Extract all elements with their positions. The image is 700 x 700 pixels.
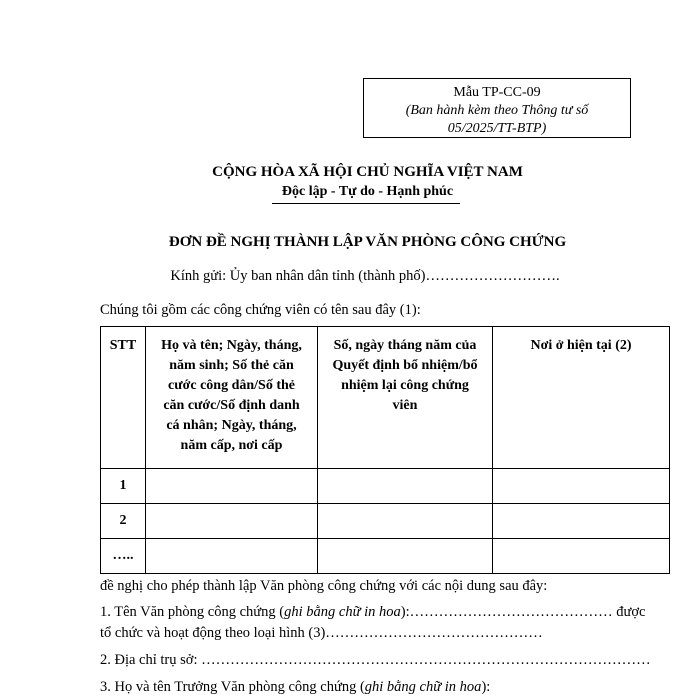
appointment-decision-cell[interactable] bbox=[318, 469, 493, 504]
nation-heading: CỘNG HÒA XÃ HỘI CHỦ NGHĨA VIỆT NAM bbox=[212, 164, 523, 180]
table-row bbox=[101, 539, 670, 574]
item-2-office-address: 2. Địa chỉ trụ sở: ………………………………………………………………………………… bbox=[100, 652, 651, 668]
form-issued-note-line1: (Ban hành kèm theo Thông tư số bbox=[405, 103, 589, 118]
column-header-personal-info: Họ và tên; Ngày, tháng, năm sinh; Số thẻ căn cước công dân/Số thẻ căn cước/Số định danh cá nhân; Ngày, tháng, năm cấp, nơi cấp bbox=[146, 327, 318, 469]
personal-info-cell[interactable] bbox=[146, 539, 318, 574]
row-stt: ….. bbox=[101, 539, 146, 574]
item-3-head-name: 3. Họ và tên Trưởng Văn phòng công chứng (ghi bằng chữ in hoa): bbox=[100, 679, 491, 695]
form-code-box bbox=[363, 78, 631, 138]
form-issued-note-line2: 05/2025/TT-BTP) bbox=[447, 121, 547, 136]
table-header-row bbox=[101, 327, 670, 469]
item-1-organization-type: tổ chức và hoạt động theo loại hình (3)……………………………………… bbox=[100, 625, 543, 641]
residence-cell[interactable] bbox=[493, 469, 670, 504]
notary-members-table bbox=[100, 326, 670, 574]
column-header-appointment-decision: Số, ngày tháng năm của Quyết định bổ nhiệm/bổ nhiệm lại công chứng viên bbox=[318, 327, 493, 469]
column-header-residence: Nơi ở hiện tại (2) bbox=[493, 327, 670, 469]
row-stt: 1 bbox=[101, 469, 146, 504]
national-motto: Độc lập - Tự do - Hạnh phúc bbox=[281, 184, 454, 199]
recipient-line: Kính gửi: Ủy ban nhân dân tỉnh (thành phố)………………………. bbox=[170, 268, 560, 284]
residence-cell[interactable] bbox=[493, 539, 670, 574]
proposal-sentence: đề nghị cho phép thành lập Văn phòng công chứng với các nội dung sau đây: bbox=[100, 578, 548, 594]
personal-info-cell[interactable] bbox=[146, 504, 318, 539]
intro-line: Chúng tôi gồm các công chứng viên có tên sau đây (1): bbox=[100, 302, 421, 318]
motto-underline bbox=[272, 203, 460, 204]
column-header-stt: STT bbox=[101, 327, 146, 469]
form-code: Mẫu TP-CC-09 bbox=[453, 85, 541, 100]
table-row bbox=[101, 504, 670, 539]
appointment-decision-cell[interactable] bbox=[318, 504, 493, 539]
table-row bbox=[101, 469, 670, 504]
residence-cell[interactable] bbox=[493, 504, 670, 539]
personal-info-cell[interactable] bbox=[146, 469, 318, 504]
row-stt: 2 bbox=[101, 504, 146, 539]
item-1-office-name: 1. Tên Văn phòng công chứng (ghi bằng chữ in hoa):…………………………………… được bbox=[100, 604, 646, 620]
document-title: ĐƠN ĐỀ NGHỊ THÀNH LẬP VĂN PHÒNG CÔNG CHỨNG bbox=[168, 234, 567, 250]
appointment-decision-cell[interactable] bbox=[318, 539, 493, 574]
